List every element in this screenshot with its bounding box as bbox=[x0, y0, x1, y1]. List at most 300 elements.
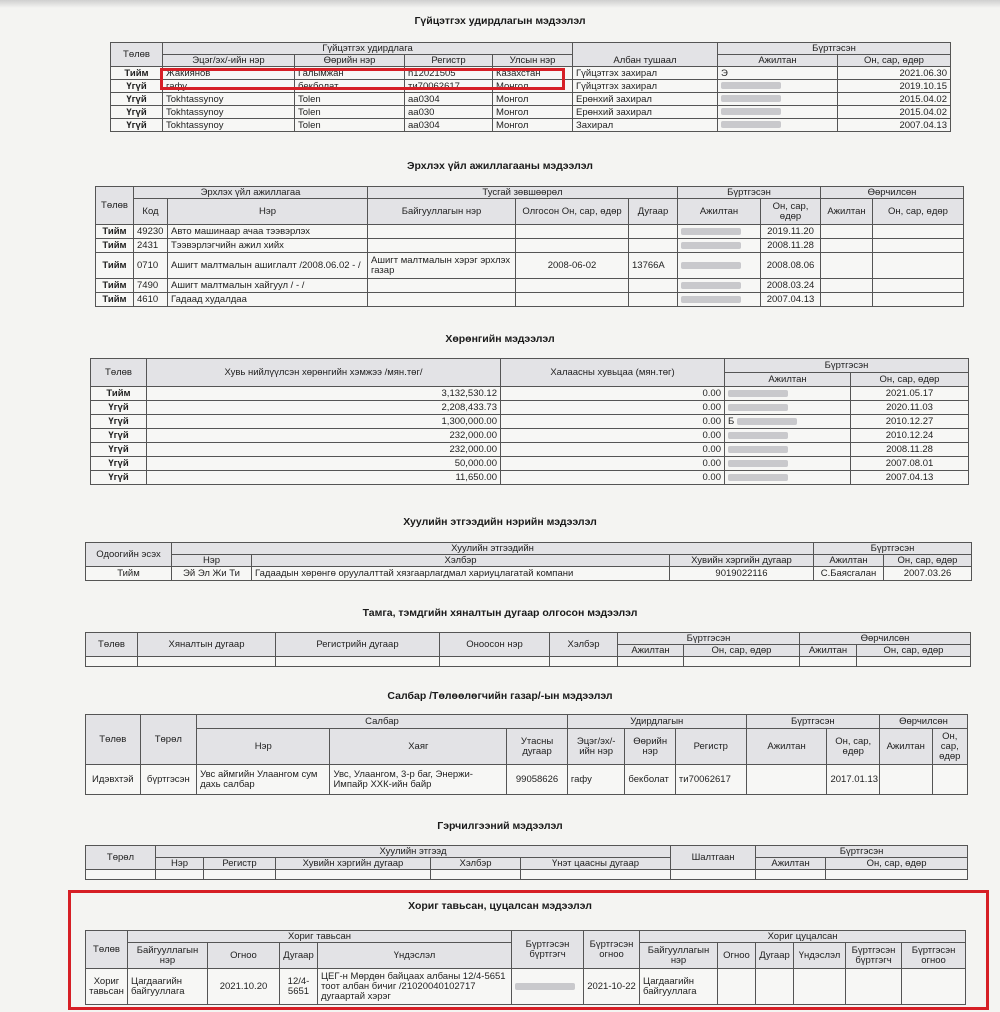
cell-number bbox=[629, 279, 678, 293]
cell-date2 bbox=[873, 253, 964, 279]
activities-table bbox=[95, 186, 964, 307]
cell-officer bbox=[678, 253, 761, 279]
redacted-officer bbox=[681, 242, 741, 249]
header-address: Хаяг bbox=[330, 729, 507, 765]
cell-status: Тийм bbox=[96, 225, 134, 239]
header-entity: Хуулийн этгээдийн bbox=[172, 543, 814, 555]
header-manager: Удирдлагын bbox=[567, 715, 746, 729]
cell-code: 49230 bbox=[134, 225, 168, 239]
header-activity: Эрхлэх үйл ажиллагаа bbox=[134, 187, 368, 199]
cell-date: 2015.04.02 bbox=[838, 106, 951, 119]
cell-reserve: 0.00 bbox=[501, 387, 725, 401]
header-date: Он, сар, өдөр bbox=[827, 729, 880, 765]
table-row bbox=[96, 279, 964, 293]
cell-status: Тийм bbox=[91, 387, 147, 401]
cell-name: Tolen bbox=[295, 93, 405, 106]
cell-current: Тийм bbox=[86, 567, 172, 581]
cell-date: 2008.03.24 bbox=[761, 279, 821, 293]
cell-status: Хориг тавьсан bbox=[86, 969, 128, 1005]
redacted-officer bbox=[681, 228, 741, 235]
redacted-officer bbox=[728, 474, 788, 481]
cell-officer2 bbox=[821, 239, 873, 253]
cell-officer bbox=[725, 387, 851, 401]
cell-officer2 bbox=[821, 293, 873, 307]
section-title-capital: Хөрөнгийн мэдээлэл bbox=[445, 333, 555, 345]
redacted-officer bbox=[728, 432, 788, 439]
header-date2: Он, сар, өдөр bbox=[932, 729, 967, 765]
cell-register: ти70062617 bbox=[675, 765, 746, 795]
cell-name: Гадаад худалдаа bbox=[168, 293, 368, 307]
cell-surname: гафу bbox=[163, 80, 295, 93]
header-date: Он, сар, өдөр bbox=[851, 373, 969, 387]
cell-surname: Tokhtassynoy bbox=[163, 93, 295, 106]
header-status: Төлөв bbox=[86, 633, 138, 657]
cell-issued: 2008-06-02 bbox=[516, 253, 629, 279]
cell-officer bbox=[725, 429, 851, 443]
redacted-officer bbox=[681, 262, 741, 269]
header-officer2: Ажилтан bbox=[821, 199, 873, 225]
header-register: Регистрийн дугаар bbox=[276, 633, 440, 657]
section-title-certificate: Гэрчилгээний мэдээлэл bbox=[437, 820, 563, 832]
table-row-empty bbox=[86, 657, 971, 667]
table-row bbox=[91, 429, 969, 443]
header-registered: Бүртгэсэн bbox=[725, 359, 969, 373]
header-amount: Хувь нийлүүлсэн хөрөнгийн хэмжээ /мян.төг/ bbox=[147, 359, 501, 387]
cell-status: Үгүй bbox=[91, 401, 147, 415]
cell-status: Үгүй bbox=[91, 471, 147, 485]
redacted-registrar bbox=[515, 983, 575, 990]
cell-position: Гүйцэтгэх захирал bbox=[573, 80, 718, 93]
cell-status: Үгүй bbox=[91, 457, 147, 471]
header-reg-date2: Бүртгэсэн огноо bbox=[902, 943, 966, 969]
cell-register: aa030 bbox=[405, 106, 493, 119]
cell-date: 2008.11.28 bbox=[761, 239, 821, 253]
cell-name: Увс аймгийн Улаангом сум дахь салбар bbox=[197, 765, 330, 795]
cell-issued bbox=[516, 279, 629, 293]
header-date: Он, сар, өдөр bbox=[826, 858, 968, 870]
header-date: Он, сар, өдөр bbox=[838, 55, 951, 67]
cell-officer: С.Баясгалан bbox=[814, 567, 884, 581]
cell-amount: 1,300,000.00 bbox=[147, 415, 501, 429]
cell-register: n12021505 bbox=[405, 67, 493, 80]
table-row bbox=[111, 80, 951, 93]
section-title-stamp: Тамга, тэмдгийн хяналтын дугаар олгосон мэдээлэл bbox=[362, 607, 638, 619]
header-registered: Бүртгэсэн bbox=[678, 187, 821, 199]
cell-country: Монгол bbox=[493, 106, 573, 119]
cell-org bbox=[368, 279, 516, 293]
cell-date: 2015.04.02 bbox=[838, 93, 951, 106]
cell-reserve: 0.00 bbox=[501, 457, 725, 471]
cell-org bbox=[368, 225, 516, 239]
redacted-officer bbox=[721, 108, 781, 115]
cell-date: 2019.10.15 bbox=[838, 80, 951, 93]
cell-code: 7490 bbox=[134, 279, 168, 293]
cell-name: Ашигт малтмалын хайгуул / - / bbox=[168, 279, 368, 293]
redacted-officer bbox=[721, 95, 781, 102]
header-position: Албан тушаал bbox=[573, 43, 718, 67]
header-org2: Байгууллагын нэр bbox=[640, 943, 718, 969]
table-row bbox=[111, 67, 951, 80]
cell-status: Үгүй bbox=[111, 106, 163, 119]
cell-name: Галымжан bbox=[295, 67, 405, 80]
cell-date2 bbox=[873, 225, 964, 239]
cell-status: Тийм bbox=[111, 67, 163, 80]
cell-officer bbox=[678, 293, 761, 307]
header-date: Он, сар, өдөр bbox=[761, 199, 821, 225]
header-register: Регистр bbox=[675, 729, 746, 765]
cell-reg-by2 bbox=[846, 969, 902, 1005]
certificate-table bbox=[85, 845, 968, 880]
header-type: Төрөл bbox=[140, 715, 197, 765]
cell-date2 bbox=[932, 765, 967, 795]
section-title-officers: Гүйцэтгэх удирдлагын мэдээлэл bbox=[414, 15, 586, 27]
cell-org2: Цагдаагийн байгууллага bbox=[640, 969, 718, 1005]
table-row bbox=[111, 119, 951, 132]
cell-issued bbox=[516, 239, 629, 253]
header-type: Төрөл bbox=[86, 846, 156, 870]
branch-table bbox=[85, 714, 968, 795]
cell-org: Цагдаагийн байгууллага bbox=[128, 969, 208, 1005]
header-reg-by: Бүртгэсэн бүртгэгч bbox=[512, 931, 584, 969]
cell-date: 2021.06.30 bbox=[838, 67, 951, 80]
header-form: Хэлбэр bbox=[431, 858, 521, 870]
cell-status: Үгүй bbox=[111, 93, 163, 106]
header-name: Нэр bbox=[172, 555, 252, 567]
cell-country: Казахстан bbox=[493, 67, 573, 80]
cell-officer bbox=[746, 765, 827, 795]
header-reason: Шалтгаан bbox=[671, 846, 756, 870]
section-title-activities: Эрхлэх үйл ажиллагааны мэдээлэл bbox=[407, 160, 593, 172]
header-status: Төлөв bbox=[96, 187, 134, 225]
cell-date2 bbox=[718, 969, 756, 1005]
capital-table bbox=[90, 358, 969, 485]
cell-country: Монгол bbox=[493, 119, 573, 132]
cell-status: Тийм bbox=[96, 279, 134, 293]
cell-number2 bbox=[756, 969, 794, 1005]
cell-country: Монгол bbox=[493, 93, 573, 106]
cell-officer bbox=[725, 471, 851, 485]
header-registered: Бүртгэсэн bbox=[814, 543, 972, 555]
cell-date: 2010.12.24 bbox=[851, 429, 969, 443]
cell-date2 bbox=[873, 279, 964, 293]
header-date: Огноо bbox=[208, 943, 280, 969]
header-registered: Бүртгэсэн bbox=[746, 715, 879, 729]
header-form: Хэлбэр bbox=[252, 555, 670, 567]
cell-type: бүртгэсэн bbox=[140, 765, 197, 795]
header-date: Он, сар, өдөр bbox=[684, 645, 800, 657]
header-changed: Өөрчилсөн bbox=[880, 715, 968, 729]
cell-country: Монгол bbox=[493, 80, 573, 93]
header-officer2: Ажилтан bbox=[800, 645, 857, 657]
header-surname: Эцэг/эх/-ийн нэр bbox=[163, 55, 295, 67]
cell-date: 2021.10.20 bbox=[208, 969, 280, 1005]
header-registered: Бүртгэсэн bbox=[718, 43, 951, 55]
table-row bbox=[96, 239, 964, 253]
cell-code: 2431 bbox=[134, 239, 168, 253]
officers-table bbox=[110, 42, 951, 132]
header-registered: Бүртгэсэн bbox=[756, 846, 968, 858]
cell-org bbox=[368, 239, 516, 253]
header-basis2: Үндэслэл bbox=[794, 943, 846, 969]
cell-reg-date2 bbox=[902, 969, 966, 1005]
table-row bbox=[91, 471, 969, 485]
cell-number: 12/4-5651 bbox=[280, 969, 318, 1005]
header-officer: Ажилтан bbox=[678, 199, 761, 225]
redacted-officer bbox=[728, 390, 788, 397]
table-row bbox=[86, 567, 972, 581]
cell-name: Ашигт малтмалын ашиглалт /2008.06.02 - / bbox=[168, 253, 368, 279]
redacted-officer bbox=[728, 446, 788, 453]
cell-date: 2007.04.13 bbox=[761, 293, 821, 307]
cell-ownname: бекболат bbox=[625, 765, 676, 795]
cell-officer2 bbox=[880, 765, 933, 795]
header-officer: Ажилтан bbox=[756, 858, 826, 870]
cell-officer bbox=[718, 80, 838, 93]
cell-date: 2019.11.20 bbox=[761, 225, 821, 239]
header-registered: Бүртгэсэн bbox=[618, 633, 800, 645]
cell-address: Увс, Улаангом, 3-р баг, Энержи-Импайр ХХК-ийн байр bbox=[330, 765, 507, 795]
cell-number bbox=[629, 225, 678, 239]
cell-reserve: 0.00 bbox=[501, 401, 725, 415]
cell-name: Авто машинаар ачаа тээвэрлэх bbox=[168, 225, 368, 239]
header-status: Төлөв bbox=[86, 931, 128, 969]
cell-basis2 bbox=[794, 969, 846, 1005]
header-org: Байгууллагын нэр bbox=[128, 943, 208, 969]
header-reg-by2: Бүртгэсэн бүртгэгч bbox=[846, 943, 902, 969]
header-org: Байгууллагын нэр bbox=[368, 199, 516, 225]
header-entity: Хуулийн этгээд bbox=[156, 846, 671, 858]
header-ownname: Өөрийн нэр bbox=[625, 729, 676, 765]
cell-officer bbox=[678, 239, 761, 253]
cell-name: Тээвэрлэгчийн ажил хийх bbox=[168, 239, 368, 253]
cell-amount: 232,000.00 bbox=[147, 443, 501, 457]
header-issued: Олгосон Он, сар, өдөр bbox=[516, 199, 629, 225]
header-officer: Ажилтан bbox=[718, 55, 838, 67]
header-register: Регистр bbox=[405, 55, 493, 67]
header-date2: Он, сар, өдөр bbox=[857, 645, 971, 657]
cell-status: Үгүй bbox=[91, 443, 147, 457]
table-row bbox=[91, 457, 969, 471]
cell-officer bbox=[678, 279, 761, 293]
cell-reg-date: 2021-10-22 bbox=[584, 969, 640, 1005]
cell-number bbox=[629, 293, 678, 307]
header-form: Хэлбэр bbox=[550, 633, 618, 657]
cell-officer2 bbox=[821, 253, 873, 279]
cell-amount: 2,208,433.73 bbox=[147, 401, 501, 415]
header-reg-date: Бүртгэсэн огноо bbox=[584, 931, 640, 969]
cell-reg-by bbox=[512, 969, 584, 1005]
cell-position: Ерөнхий захирал bbox=[573, 106, 718, 119]
redacted-officer bbox=[737, 418, 797, 425]
redacted-officer bbox=[681, 282, 741, 289]
header-code: Код bbox=[134, 199, 168, 225]
header-date2: Он, сар, өдөр bbox=[873, 199, 964, 225]
cell-issued bbox=[516, 293, 629, 307]
header-name: Өөрийн нэр bbox=[295, 55, 405, 67]
cell-amount: 232,000.00 bbox=[147, 429, 501, 443]
cell-name: бекболат bbox=[295, 80, 405, 93]
cell-basis: ЦЕГ-н Мөрдөн байцаах албаны 12/4-5651 тоот албан бичиг /21020040102717 дугаартай хэрэг bbox=[318, 969, 512, 1005]
header-number: Дугаар bbox=[629, 199, 678, 225]
cell-officer2 bbox=[821, 279, 873, 293]
cell-amount: 3,132,530.12 bbox=[147, 387, 501, 401]
redacted-officer bbox=[681, 296, 741, 303]
header-control: Хяналтын дугаар bbox=[138, 633, 276, 657]
table-row bbox=[86, 765, 968, 795]
table-row bbox=[91, 401, 969, 415]
header-branch: Салбар bbox=[197, 715, 568, 729]
header-officer: Ажилтан bbox=[618, 645, 684, 657]
cell-date: 2008.08.06 bbox=[761, 253, 821, 279]
table-row bbox=[86, 969, 966, 1005]
header-reserve: Халаасны хувьцаа (мян.төг) bbox=[501, 359, 725, 387]
restriction-table bbox=[85, 930, 966, 1005]
officer-initial: Б bbox=[728, 416, 735, 427]
cell-officer: Э bbox=[718, 67, 838, 80]
cell-org: Ашигт малтмалын хэрэг эрхлэх газар bbox=[368, 253, 516, 279]
cell-date: 2017.01.13 bbox=[827, 765, 880, 795]
cell-issued bbox=[516, 225, 629, 239]
redacted-officer bbox=[728, 460, 788, 467]
cell-date: 2007.08.01 bbox=[851, 457, 969, 471]
cell-officer bbox=[725, 415, 851, 429]
cell-register: aa0304 bbox=[405, 119, 493, 132]
header-placed: Хориг тавьсан bbox=[128, 931, 512, 943]
cell-officer bbox=[718, 119, 838, 132]
header-name: Нэр bbox=[156, 858, 204, 870]
cell-status: Үгүй bbox=[91, 415, 147, 429]
cell-code: 0710 bbox=[134, 253, 168, 279]
table-row bbox=[111, 93, 951, 106]
cell-officer bbox=[718, 106, 838, 119]
cell-officer bbox=[678, 225, 761, 239]
section-title-legal-entity: Хуулийн этгээдийн нэрийн мэдээлэл bbox=[403, 516, 597, 528]
table-row bbox=[91, 443, 969, 457]
cell-date: 2007.03.26 bbox=[884, 567, 972, 581]
header-register: Регистр bbox=[204, 858, 276, 870]
scan-edge bbox=[0, 0, 1000, 8]
section-title-branch: Салбар /Төлөөлөгчийн газар/-ын мэдээлэл bbox=[387, 690, 613, 702]
table-row bbox=[96, 253, 964, 279]
table-row bbox=[96, 293, 964, 307]
header-officer: Ажилтан bbox=[725, 373, 851, 387]
cell-register: ти70062617 bbox=[405, 80, 493, 93]
cell-name: Эй Эл Жи Ти bbox=[172, 567, 252, 581]
header-basis: Үндэслэл bbox=[318, 943, 512, 969]
cell-surname: Tokhtassynoy bbox=[163, 106, 295, 119]
header-officer: Ажилтан bbox=[814, 555, 884, 567]
cell-date: 2010.12.27 bbox=[851, 415, 969, 429]
cell-position: Захирал bbox=[573, 119, 718, 132]
cell-officer2 bbox=[821, 225, 873, 239]
header-passport: Үнэт цаасны дугаар bbox=[521, 858, 671, 870]
cell-officer bbox=[718, 93, 838, 106]
cell-amount: 11,650.00 bbox=[147, 471, 501, 485]
redacted-officer bbox=[728, 404, 788, 411]
header-status: Төлөв bbox=[86, 715, 141, 765]
cell-status: Идэвхтэй bbox=[86, 765, 141, 795]
cell-amount: 50,000.00 bbox=[147, 457, 501, 471]
cell-name: Tolen bbox=[295, 119, 405, 132]
cell-form: Гадаадын хөрөнгө оруулалттай хязгаарлагдмал хариуцлагатай компани bbox=[252, 567, 670, 581]
header-changed: Өөрчилсөн bbox=[800, 633, 971, 645]
redacted-officer bbox=[721, 121, 781, 128]
cell-name: Tolen bbox=[295, 106, 405, 119]
cell-reserve: 0.00 bbox=[501, 471, 725, 485]
cell-date: 2007.04.13 bbox=[838, 119, 951, 132]
cell-org bbox=[368, 293, 516, 307]
header-exec: Гүйцэтгэх удирдлага bbox=[163, 43, 573, 55]
cell-status: Тийм bbox=[96, 239, 134, 253]
cell-surname: Tokhtassynoy bbox=[163, 119, 295, 132]
header-name: Оноосон нэр bbox=[440, 633, 550, 657]
cell-code: 4610 bbox=[134, 293, 168, 307]
cell-date: 2020.11.03 bbox=[851, 401, 969, 415]
header-country: Улсын нэр bbox=[493, 55, 573, 67]
cell-number: 13766A bbox=[629, 253, 678, 279]
cell-reserve: 0.00 bbox=[501, 443, 725, 457]
cell-status: Үгүй bbox=[111, 80, 163, 93]
header-status: Төлөв bbox=[91, 359, 147, 387]
table-row-empty bbox=[86, 870, 968, 880]
table-row bbox=[91, 387, 969, 401]
cell-reserve: 0.00 bbox=[501, 415, 725, 429]
cell-officer bbox=[725, 457, 851, 471]
cell-officer bbox=[725, 443, 851, 457]
header-number2: Дугаар bbox=[756, 943, 794, 969]
cell-status: Үгүй bbox=[91, 429, 147, 443]
cell-position: Гүйцэтгэх захирал bbox=[573, 67, 718, 80]
section-title-restriction: Хориг тавьсан, цуцалсан мэдээлэл bbox=[408, 900, 592, 912]
header-date: Он, сар, өдөр bbox=[884, 555, 972, 567]
cell-status: Тийм bbox=[96, 253, 134, 279]
header-officer2: Ажилтан bbox=[880, 729, 933, 765]
header-status: Төлөв bbox=[111, 43, 163, 67]
header-changed: Өөрчилсөн bbox=[821, 187, 964, 199]
cell-date: 2021.05.17 bbox=[851, 387, 969, 401]
header-name: Нэр bbox=[197, 729, 330, 765]
cell-date: 2008.11.28 bbox=[851, 443, 969, 457]
header-cert: Хувийн хэргийн дугаар bbox=[276, 858, 431, 870]
cell-position: Ерөнхий захирал bbox=[573, 93, 718, 106]
cell-date2 bbox=[873, 239, 964, 253]
cell-surname: Жакиянов bbox=[163, 67, 295, 80]
stamp-table bbox=[85, 632, 971, 667]
legal-entity-table bbox=[85, 542, 972, 581]
cell-officer bbox=[725, 401, 851, 415]
cell-status: Үгүй bbox=[111, 119, 163, 132]
header-officer: Ажилтан bbox=[746, 729, 827, 765]
header-date2: Огноо bbox=[718, 943, 756, 969]
table-row bbox=[96, 225, 964, 239]
cell-number bbox=[629, 239, 678, 253]
cell-status: Тийм bbox=[96, 293, 134, 307]
header-surname: Эцэг/эх/-ийн нэр bbox=[567, 729, 625, 765]
header-cert: Хувийн хэргийн дугаар bbox=[670, 555, 814, 567]
header-number: Дугаар bbox=[280, 943, 318, 969]
redacted-officer bbox=[721, 82, 781, 89]
header-current: Одоогийн эсэх bbox=[86, 543, 172, 567]
cell-cert: 9019022116 bbox=[670, 567, 814, 581]
header-lifted: Хориг цуцалсан bbox=[640, 931, 966, 943]
cell-date: 2007.04.13 bbox=[851, 471, 969, 485]
header-phone: Утасны дугаар bbox=[507, 729, 568, 765]
cell-register: aa0304 bbox=[405, 93, 493, 106]
cell-date2 bbox=[873, 293, 964, 307]
cell-surname: гафу bbox=[567, 765, 625, 795]
table-row bbox=[111, 106, 951, 119]
table-row bbox=[91, 415, 969, 429]
